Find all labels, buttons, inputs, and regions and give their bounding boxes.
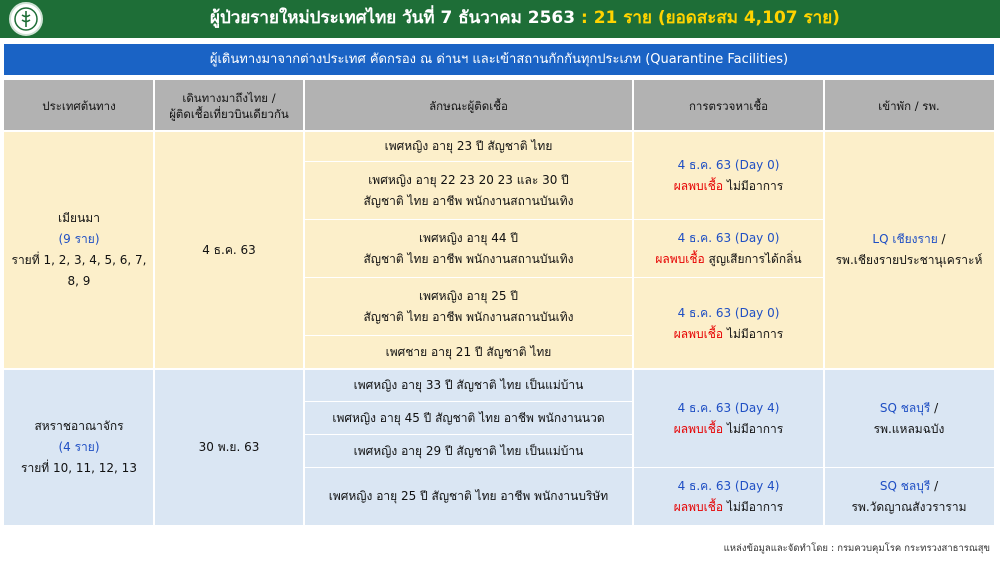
- grid-line: [304, 161, 633, 162]
- arrival-date: 30 พ.ย. 63: [198, 439, 260, 454]
- grid-line: [823, 80, 825, 525]
- col-header-arrival-line1: เดินทางมาถึงไทย /: [182, 90, 276, 105]
- col-header-arrival: [154, 80, 304, 131]
- grid-line: [4, 130, 994, 132]
- col-header-testing: [633, 80, 824, 131]
- section-subheader: ผู้เดินทางมาจากต่างประเทศ คัดกรอง ณ ด่านฯ และเข้าสถานกักกันทุกประเภท (Quarantine Facilities): [4, 44, 994, 75]
- test-positive-label: ผลพบเชื้อ: [673, 421, 724, 436]
- col-header-testing-label: การตรวจหาเชื้อ: [688, 98, 769, 113]
- patient-desc-line1: เพศชาย อายุ 21 ปี สัญชาติ ไทย: [385, 345, 552, 359]
- patient-desc-line1: เพศหญิง อายุ 22 23 20 23 และ 30 ปี: [368, 173, 569, 187]
- patient-desc-line1: เพศหญิง อายุ 23 ปี สัญชาติ ไทย: [384, 139, 553, 153]
- grid-line: [304, 219, 824, 220]
- case-count: (9 ราย): [58, 232, 100, 246]
- facility-hospital: รพ.แหลมฉบัง: [873, 421, 945, 436]
- case-numbers-line1: รายที่ 10, 11, 12, 13: [21, 460, 137, 475]
- col-header-country: [4, 80, 154, 131]
- group-country-uk: [4, 369, 154, 525]
- test-positive-label: ผลพบเชื้อ: [673, 499, 724, 514]
- test-date: 4 ธ.ค. 63 (Day 4): [677, 400, 780, 415]
- test-symptom-note: ไม่มีอาการ: [723, 178, 784, 193]
- test-date: 4 ธ.ค. 63 (Day 0): [677, 305, 780, 320]
- test-positive-label: ผลพบเชื้อ: [655, 252, 705, 266]
- test-symptom-note: ไม่มีอาการ: [723, 421, 784, 436]
- facility-place: SQ ชลบุรี: [879, 478, 931, 493]
- col-header-characteristics-label: ลักษณะผู้ติดเชื้อ: [429, 98, 508, 113]
- patient-row: [304, 369, 633, 402]
- facility-separator: /: [937, 232, 946, 246]
- test-symptom-note: สูญเสียการได้กลิ่น: [704, 252, 802, 266]
- grid-line: [304, 434, 633, 435]
- facility-cell: [824, 369, 994, 468]
- facility-separator: /: [930, 478, 939, 493]
- arrival-date: 4 ธ.ค. 63: [202, 242, 256, 257]
- facility-hospital: รพ.เชียงรายประชานุเคราะห์: [835, 253, 983, 267]
- col-header-arrival-line2: ผู้ติดเชื้อเที่ยวบินเดียวกัน: [169, 106, 289, 121]
- facility-hospital: รพ.วัดญาณสังวราราม: [851, 499, 967, 514]
- patient-row: [304, 468, 633, 525]
- test-result: [633, 369, 824, 468]
- grid-line: [303, 80, 305, 525]
- grid-line: [153, 80, 155, 525]
- grid-line: [632, 80, 634, 525]
- group-arrival-uk: [154, 369, 304, 525]
- patient-row: [304, 220, 633, 278]
- page-title: [60, 0, 990, 38]
- patient-desc-line2: สัญชาติ ไทย อาชีพ พนักงานสถานบันเทิง: [363, 310, 574, 324]
- patient-row: [304, 162, 633, 220]
- test-date: 4 ธ.ค. 63 (Day 0): [677, 231, 780, 245]
- patient-desc-line1: เพศหญิง อายุ 25 ปี: [419, 289, 518, 303]
- source-footer: แหล่งข้อมูลและจัดทำโดย : กรมควบคุมโรค กระทรวงสาธารณสุข: [723, 543, 990, 554]
- facility-place: LQ เชียงราย: [872, 232, 938, 246]
- test-symptom-note: ไม่มีอาการ: [723, 326, 784, 341]
- title-main: ผู้ป่วยรายใหม่ประเทศไทย วันที่ 7 ธันวาคม 2563: [210, 8, 576, 28]
- country-name: สหราชอาณาจักร: [34, 418, 124, 433]
- test-positive-label: ผลพบเชื้อ: [673, 326, 724, 341]
- grid-line: [304, 277, 824, 278]
- case-count: (4 ราย): [58, 439, 100, 454]
- test-result: [633, 131, 824, 220]
- patient-desc-line1: เพศหญิง อายุ 44 ปี: [419, 231, 518, 245]
- patient-row: [304, 402, 633, 435]
- col-header-characteristics: [304, 80, 633, 131]
- ministry-logo-icon: [9, 2, 43, 36]
- group-arrival-myanmar: [154, 131, 304, 369]
- col-header-admit-label: เข้าพัก / รพ.: [878, 98, 940, 113]
- grid-line: [4, 368, 994, 370]
- case-numbers-line2: 8, 9: [67, 274, 91, 288]
- col-header-admit: [824, 80, 994, 131]
- case-numbers-line1: รายที่ 1, 2, 3, 4, 5, 6, 7,: [11, 253, 147, 267]
- patient-desc-line1: เพศหญิง อายุ 45 ปี สัญชาติ ไทย อาชีพ พนักงานนวด: [332, 411, 605, 425]
- country-name: เมียนมา: [58, 211, 100, 225]
- facility-place: SQ ชลบุรี: [879, 400, 931, 415]
- title-bar: [0, 0, 1000, 38]
- title-count: : 21 ราย (ยอดสะสม 4,107 ราย): [575, 8, 840, 28]
- patient-row: [304, 131, 633, 162]
- facility-cell: [824, 468, 994, 525]
- test-date: 4 ธ.ค. 63 (Day 4): [677, 478, 780, 493]
- test-result: [633, 278, 824, 369]
- test-result: [633, 220, 824, 278]
- patient-desc-line1: เพศหญิง อายุ 33 ปี สัญชาติ ไทย เป็นแม่บ้าน: [353, 378, 584, 392]
- patient-row: [304, 278, 633, 336]
- grid-line: [304, 401, 633, 402]
- test-result: [633, 468, 824, 525]
- patient-row: [304, 336, 633, 369]
- grid-line: [304, 467, 994, 468]
- group-country-myanmar: [4, 131, 154, 369]
- patient-desc-line1: เพศหญิง อายุ 29 ปี สัญชาติ ไทย เป็นแม่บ้าน: [353, 444, 584, 458]
- patient-desc-line2: สัญชาติ ไทย อาชีพ พนักงานสถานบันเทิง: [363, 252, 574, 266]
- test-positive-label: ผลพบเชื้อ: [673, 178, 724, 193]
- grid-line: [304, 335, 633, 336]
- col-header-country-label: ประเทศต้นทาง: [42, 98, 116, 113]
- test-date: 4 ธ.ค. 63 (Day 0): [677, 157, 780, 172]
- facility-separator: /: [930, 400, 939, 415]
- patient-row: [304, 435, 633, 468]
- patient-desc-line1: เพศหญิง อายุ 25 ปี สัญชาติ ไทย อาชีพ พนักงานบริษัท: [328, 489, 609, 503]
- test-symptom-note: ไม่มีอาการ: [723, 499, 784, 514]
- facility-cell: [824, 131, 994, 369]
- patient-desc-line2: สัญชาติ ไทย อาชีพ พนักงานสถานบันเทิง: [363, 194, 574, 208]
